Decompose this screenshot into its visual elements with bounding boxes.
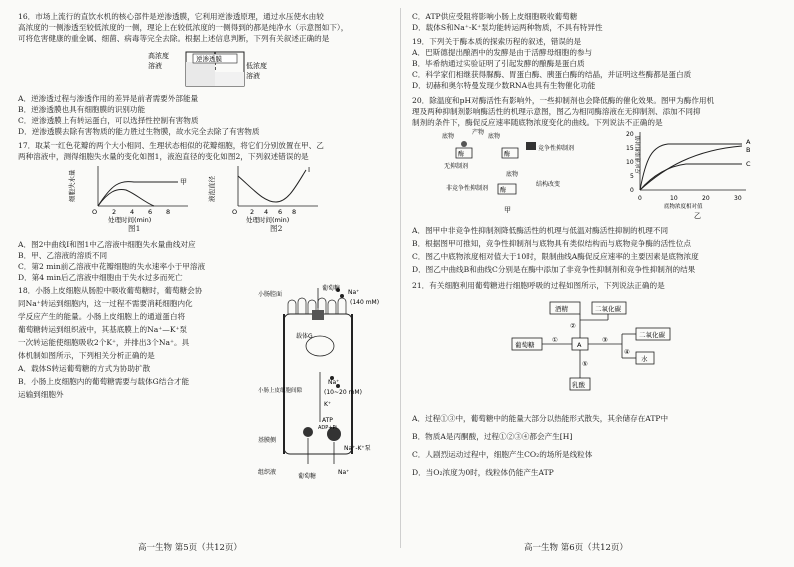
q18-fig-carrier: 载体G [296,333,313,340]
q17-fig1-xlabel: 处理时间(min) [108,216,152,224]
q21-figure [512,296,692,406]
q20-jia-enzyme-2: 酶 [504,151,511,158]
q17-fig1-tick-4: 4 [130,208,135,216]
q18-stem-2: 同Na⁺转运到细胞内，这一过程不需要消耗细胞内化 [18,299,193,308]
q17-option-d: D．第4 min后乙溶液中细胞由于失水过多而死亡 [18,273,183,282]
q20-figure-jia [442,128,592,216]
svg-text:溶液: 溶液 [246,72,260,80]
q21-option-b: B．物质A是丙酮酸，过程①②③④都会产生[H] [412,432,573,441]
q16-option-a: A．逆渗透过程与渗透作用的差异是前者需要外部能量 [18,94,199,103]
q17-fig1-tick-6: 6 [148,208,153,216]
q18-fig-k: K⁺ [324,401,332,408]
q17-fig1-tick-0: O [92,208,98,216]
page-5-footer: 高一生物 第5页（共12页） [138,543,242,553]
q20-yi-ytick-15: 15 [626,145,634,152]
q20-jia-substrate: 底物 [442,133,455,140]
q19-stem: 19．下列关于酶本质的探索历程的叙述，错误的是 [412,37,582,46]
q20-yi-xtick-0: 0 [638,195,642,202]
q21-co2-a: 二氧化碳 [595,305,621,313]
svg-text:逆渗透膜: 逆渗透膜 [196,55,222,63]
q17-fig1-tick-8: 8 [166,208,171,216]
q20-jia-no-inhibitor: 无抑制剂 [444,163,469,170]
page-6 [412,0,784,567]
q20-jia-substrate-2: 底物 [488,133,501,140]
q18-stem-1: 18．小肠上皮细胞从肠腔中吸收葡萄糖时，葡萄糖会协 [18,286,203,295]
page-6-footer: 高一生物 第6页（共12页） [524,543,628,553]
q17-option-a: A．图2中曲线I和图1中乙溶液中细胞失水量曲线对应 [18,240,196,249]
q19-option-d: D．切赫和奥尔特曼发现少数RNA也具有生物催化功能 [412,81,596,90]
q21-co2-b: 二氧化碳 [639,331,665,339]
q20-yi-ylabel: 反应速率相对值 [636,135,642,174]
q18-option-a: A．载体S转运葡萄糖的方式为协助扩散 [18,364,151,373]
q18-option-d: D．载体S和Na⁺-K⁺泵均能转运两种物质，不具有特异性 [412,23,603,32]
q17-figure-1 [68,162,198,224]
q21-a: A [577,341,582,349]
page-divider [400,8,401,548]
q21-step-1: ① [552,336,558,344]
q18-fig-tissue: 组织液 [258,469,277,476]
q20-yi-ytick-20: 20 [626,131,634,138]
q16-option-d: D．逆渗透膜去除有害物质的能力胜过生物膜，故水完全去除了有害物质 [18,127,260,136]
q17-fig2-curve-label: I [308,166,311,174]
q21-water: 水 [641,355,648,363]
q18-fig-na-conc: (140 mM) [350,299,380,306]
q17-option-c: C．第2 min前乙溶液中花瓣细胞的失水速率小于甲溶液 [18,262,206,271]
q18-fig-na-top: Na⁺ [348,289,360,296]
q17-option-b: B．甲、乙溶液的溶质不同 [18,251,108,260]
q18-stem-4: 葡萄糖转运到组织液中，其基底膜上的Na⁺—K⁺泵 [18,325,188,334]
q20-stem-3: 制剂的条件下，酶促反应速率随底物浓度变化的曲线。下列说法不正确的是 [412,118,663,127]
q20-stem-1: 20．除温度和pH对酶活性有影响外，一些抑制剂也会降低酶的催化效果。图甲为酶作用机 [412,96,715,105]
q18-fig-lumen: 小肠腔面 [258,291,283,298]
q20-stem-2: 理及两种抑制剂影响酶活性的机理示意图，图乙为相同酶溶液在无抑制剂、添加不同抑 [412,107,701,116]
q20-yi-ytick-5: 5 [630,173,634,180]
q16-figure [148,46,278,90]
page-5 [18,0,390,567]
q18-fig-pump: Na⁺-K⁺泵 [344,445,371,452]
q17-fig1-caption: 图1 [128,224,141,233]
q20-yi-xlabel: 底物浓度相对值 [664,204,703,210]
q18-fig-junction: 小肠上皮细胞间隙 [258,388,303,394]
q18-fig-atp: ATP [322,417,333,424]
q18-fig-na-mid: Na⁺ [328,379,340,386]
q20-yi-xtick-20: 20 [702,195,710,202]
svg-text:高浓度: 高浓度 [148,52,169,60]
q18-fig-na-bottom: Na⁺ [338,469,350,476]
q17-fig2-caption: 图2 [270,224,283,233]
q16-option-c: C．逆渗透膜上有转运蛋白，可以选择性控制有害物质 [18,116,199,125]
q18-fig-base: 基膜侧 [258,437,277,444]
svg-text:低浓度: 低浓度 [246,62,267,70]
q19-option-a: A．巴斯德提出酿酒中的发酵是由于活酵母细胞的参与 [412,48,593,57]
q16-option-b: B．逆渗透膜也具有细胞膜的识别功能 [18,105,146,114]
q20-yi-xtick-30: 30 [734,195,742,202]
q17-fig1-ylabel: 细胞失水量 [68,169,76,202]
q20-jia-enzyme-3: 酶 [500,187,507,194]
q18-figure [258,282,386,482]
q21-lactic: 乳酸 [572,381,585,389]
q20-jia-competitive: 竞争性抑制剂 [538,145,575,152]
q18-fig-glucose: 葡萄糖 [322,285,341,292]
q17-fig2-tick-2: 2 [250,208,255,216]
q21-option-c: C．人剧烈运动过程中，细胞产生CO₂的场所是线粒体 [412,450,593,459]
q18-option-c: C．ATP供应受阻将影响小肠上皮细胞吸收葡萄糖 [412,12,578,21]
q20-option-d: D．图乙中曲线B和曲线C分别是在酶中添加了非竞争性抑制剂和竞争性抑制剂的结果 [412,265,696,274]
q17-fig2-tick-4: 4 [264,208,269,216]
q20-jia-enzyme-1: 酶 [458,151,465,158]
q20-jia-caption: 甲 [504,206,511,214]
q17-stem-1: 17．取某一红色花瓣的两个大小相同、生理状态相似的花瓣细胞，将它们分别放置在甲、乙 [18,141,324,150]
q21-step-2: ② [570,322,576,330]
q17-fig1-curve-label: 甲 [180,178,187,186]
q17-fig2-tick-0: O [232,208,238,216]
q19-option-c: C．科学家们相继获得脲酶、胃蛋白酶、胰蛋白酶的结晶，并证明这些酶都是蛋白质 [412,70,692,79]
q20-option-a: A．图甲中非竞争性抑制剂降低酶活性的机理与低温对酶活性抑制的机理不同 [412,226,669,235]
q19-option-b: B．毕希纳通过实验证明了引起发酵的酿酶是蛋白质 [412,59,585,68]
q20-jia-substrate-3: 底物 [506,171,519,178]
q18-option-b: B．小肠上皮细胞内的葡萄糖需要与载体G结合才能 [18,377,190,386]
q21-option-a: A．过程①③中，葡萄糖中的能量大部分以热能形式散失，其余储存在ATP中 [412,414,669,423]
q20-yi-ytick-0: 0 [630,187,634,194]
q21-option-d: D．当O₂浓度为0时，线粒体仍能产生ATP [412,468,554,477]
q20-figure-yi [614,128,764,218]
q21-glucose: 葡萄糖 [515,341,535,349]
q21-alcohol: 酒精 [555,305,568,313]
q20-yi-curve-b: B [746,146,751,154]
q17-fig1-tick-2: 2 [112,208,117,216]
q20-jia-noncompetitive: 非竞争性抑制剂 [446,185,489,192]
q18-stem-5: 一次转运能使细胞吸收2个K⁺，并排出3个Na⁺。具 [18,338,190,347]
q20-yi-curve-c: C [746,160,751,168]
q18-stem-6: 体机制如图所示，下列相关分析正确的是 [18,351,155,360]
q20-yi-curve-a: A [746,138,751,146]
q20-yi-xtick-10: 10 [670,195,678,202]
q21-step-3: ③ [602,336,608,344]
q21-stem: 21．有关细胞利用葡萄糖进行细胞呼吸的过程如图所示，下列说法正确的是 [412,281,665,290]
q17-fig2-xlabel: 处理时间(min) [246,216,290,224]
q17-fig2-ylabel: 液泡直径 [208,176,216,202]
q20-option-c: C．图乙中底物浓度相对值大于10时，限制曲线A酶促反应速率的主要因素是底物浓度 [412,252,699,261]
q17-fig2-tick-8: 8 [292,208,297,216]
q16-stem-2: 高浓度的一侧渗透至较低浓度的一侧，理论上在较低浓度的一侧得到的都是纯净水（示意图如下）， [18,23,349,32]
q18-stem-3: 学反应产生的能量。小肠上皮细胞上的通道蛋白将 [18,312,186,321]
q20-jia-product: 产物 [472,129,485,136]
q20-jia-structure: 结构改变 [536,181,561,188]
q20-yi-caption: 乙 [694,212,701,220]
q18-fig-adp: ADP+Pi [318,425,337,431]
q21-step-4: ④ [624,348,630,356]
q18-option-b-cont: 运输到细胞外 [18,390,64,399]
q18-fig-na-intra: (10~20 mM) [324,389,362,396]
q18-fig-glucose-bottom: 葡萄糖 [298,473,317,480]
q17-figure-2 [208,162,338,224]
q20-option-b: B．根据图甲可推知，竞争性抑制剂与底物具有类似结构而与底物竞争酶的活性位点 [412,239,691,248]
q16-stem-1: 16．市场上流行的直饮水机的核心部件是逆渗透膜，它利用逆渗透原理，通过水压使水由较 [18,12,324,21]
q21-step-5: ⑤ [582,360,588,368]
q17-fig2-tick-6: 6 [278,208,283,216]
q16-stem-3: 可将危害健康的重金属、细菌、病毒等完全去除。根据上述信息判断，下列有关叙述正确的是 [18,34,330,43]
svg-text:溶液: 溶液 [148,62,162,70]
q20-yi-ytick-10: 10 [626,159,634,166]
q17-stem-2: 两种溶液中，测得细胞失水量的变化如图1，液泡直径的变化如图2，下列叙述错误的是 [18,152,309,161]
